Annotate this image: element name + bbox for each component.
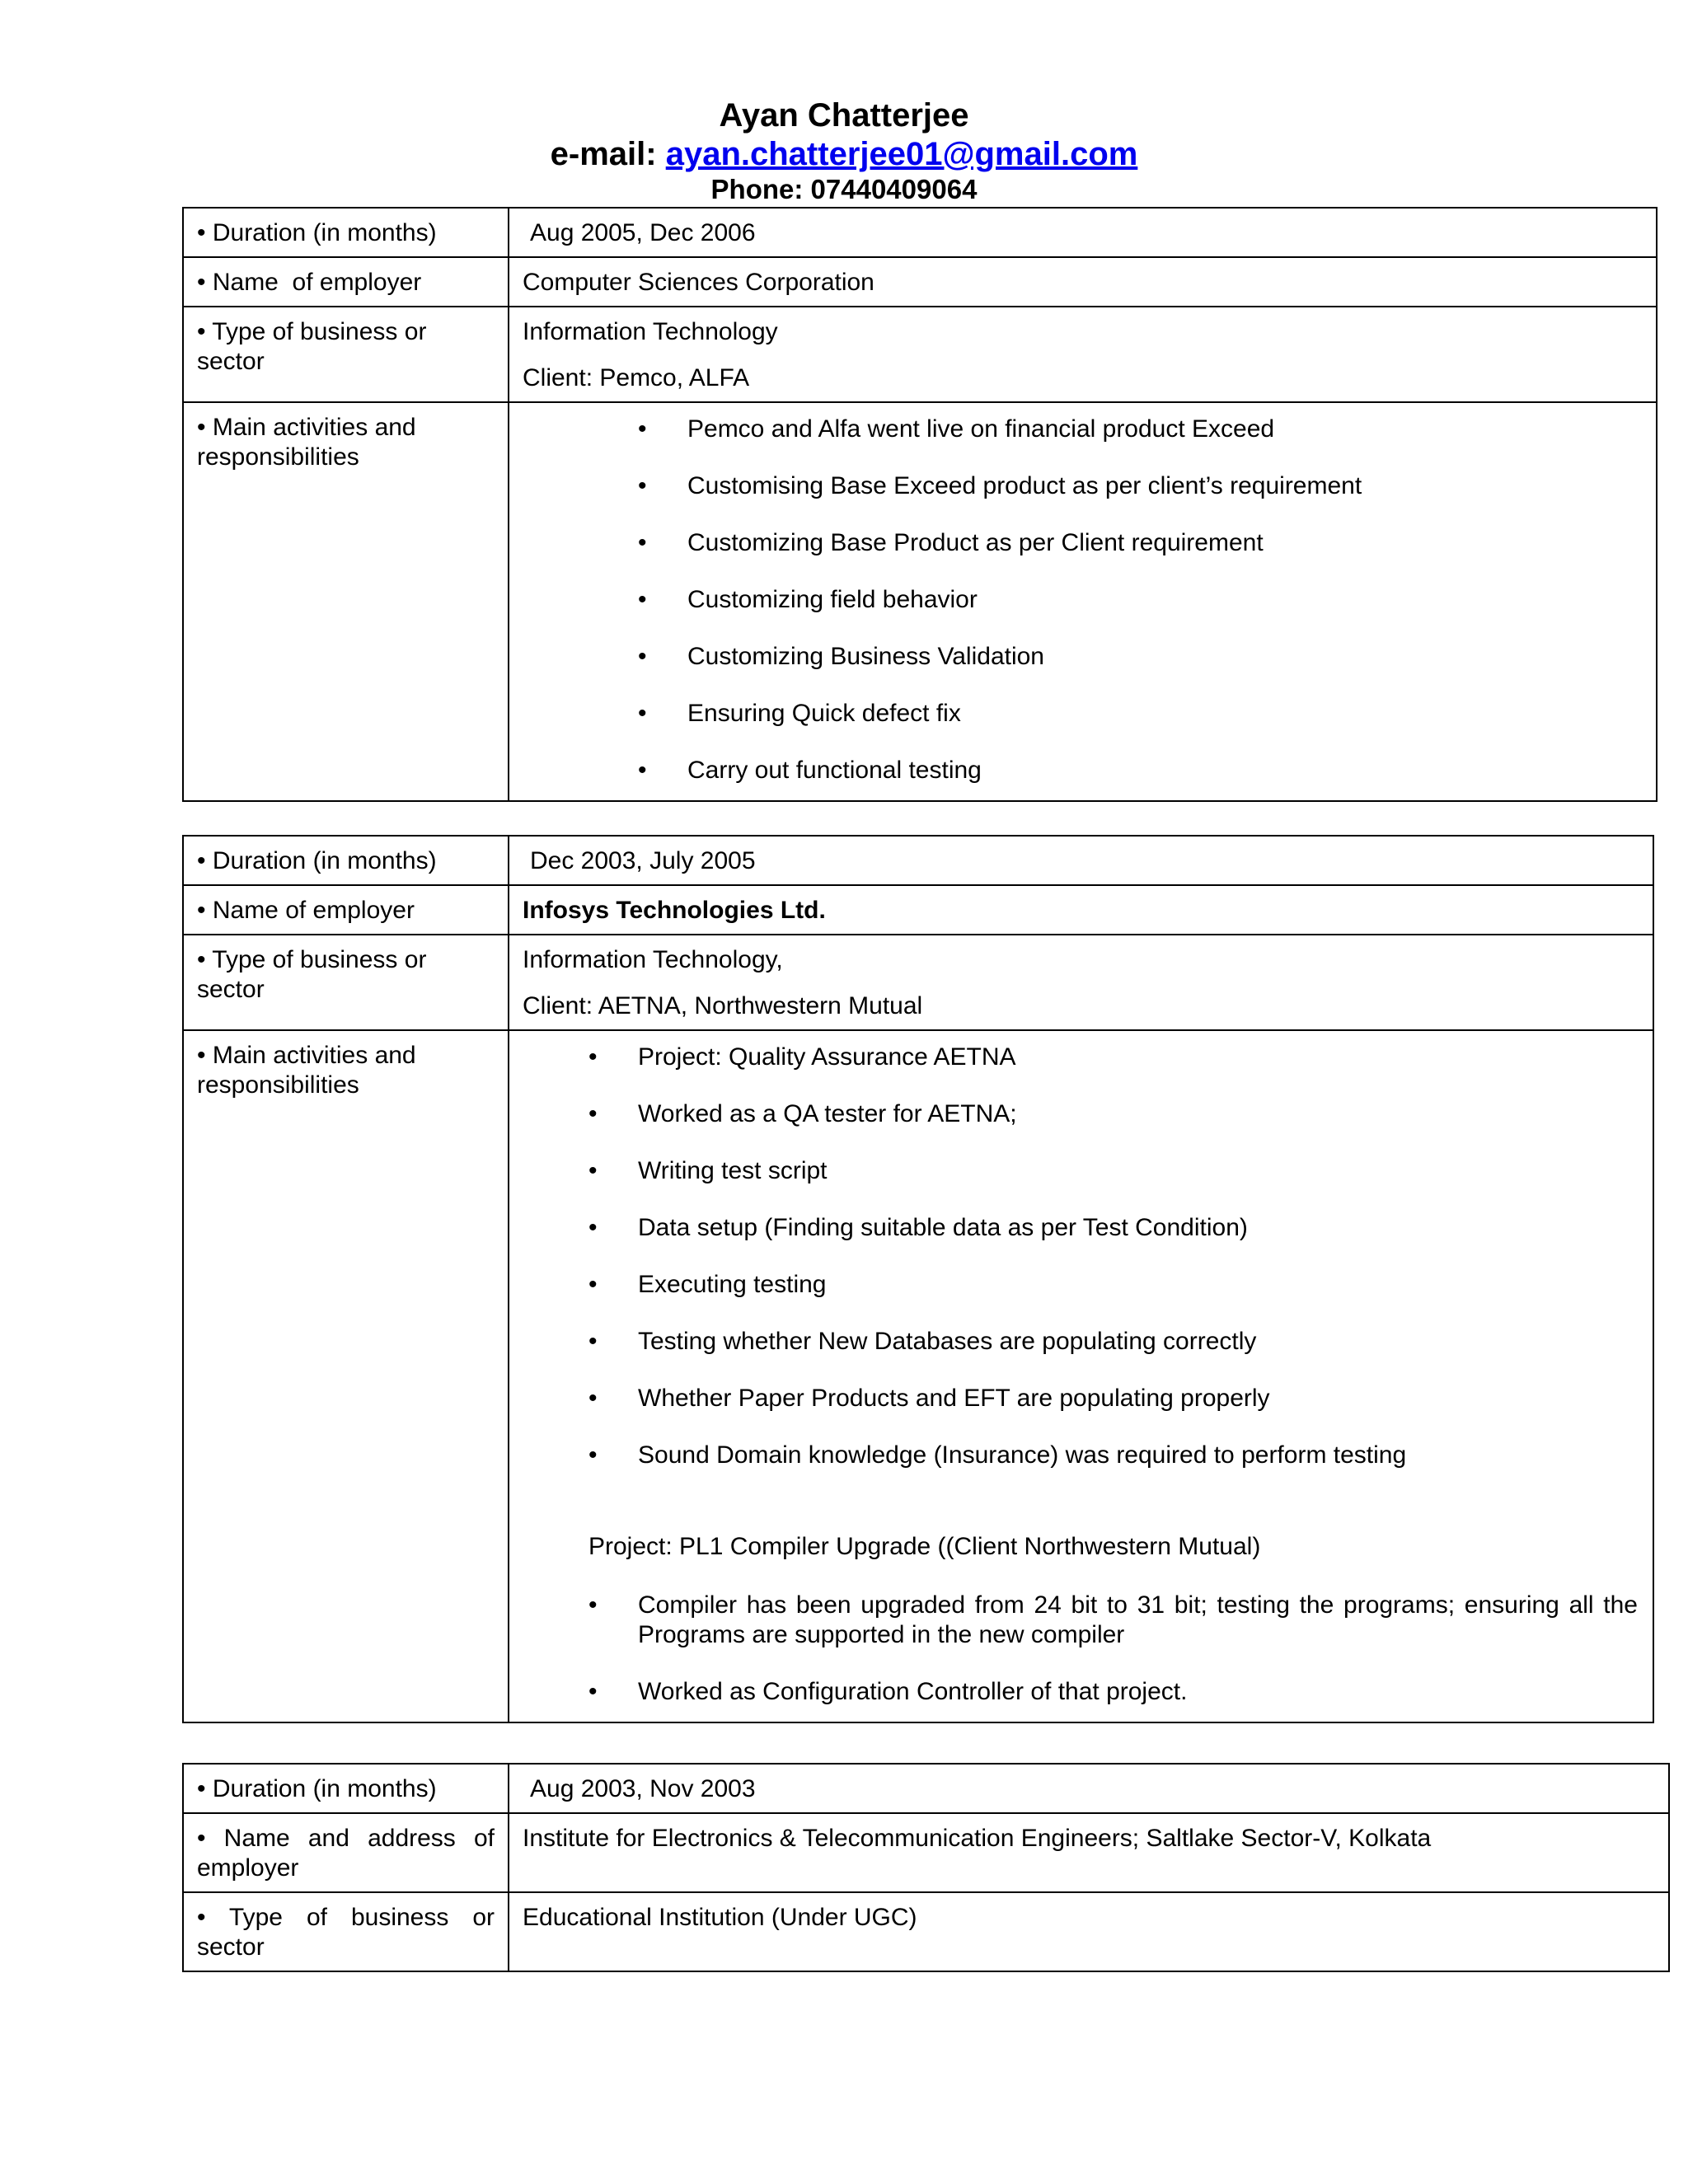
activities-list [523, 1041, 1638, 1470]
job-table-csc [182, 207, 1658, 802]
activities-value [509, 1030, 1653, 1722]
bullet-icon: • [638, 529, 647, 556]
duration-value: Aug 2005, Dec 2006 [509, 208, 1657, 257]
duration-label: • Duration (in months) [183, 1764, 509, 1813]
bullet-icon: • [588, 1214, 598, 1241]
employer-label: • Name and address of employer [183, 1813, 509, 1892]
business-label: • Type of business or sector [183, 1892, 509, 1971]
bullet-icon: • [638, 757, 647, 784]
list-item: • Testing whether New Databases are populating correctly [588, 1328, 1257, 1355]
employer-label: • Name of employer [183, 257, 509, 307]
employer-value: Infosys Technologies Ltd. [509, 885, 1653, 935]
table-row [183, 402, 1657, 801]
email-link[interactable]: ayan.chatterjee01@gmail.com [665, 136, 1138, 172]
table-row [183, 1030, 1653, 1722]
client-line: Client: AETNA, Northwestern Mutual [523, 992, 923, 1019]
list-item: • Customizing field behavior [638, 586, 978, 613]
list-item: • Pemco and Alfa went live on financial product Exceed [638, 415, 1275, 443]
list-item: • Writing test script [588, 1157, 828, 1184]
bullet-icon: • [588, 1271, 598, 1298]
bullet-icon: • [588, 1678, 598, 1705]
email-label: e-mail: [550, 136, 666, 172]
list-item: • Data setup (Finding suitable data as per Test Condition) [588, 1214, 1248, 1241]
business-value [509, 307, 1657, 402]
bullet-icon: • [638, 472, 647, 499]
table-row [183, 885, 1653, 935]
bullet-icon: • [588, 1043, 598, 1071]
activities-label: • Main activities and responsibilities [183, 1030, 509, 1722]
list-item: • Customizing Business Validation [638, 643, 1044, 670]
table-row [183, 1764, 1669, 1813]
bullet-icon: • [588, 1157, 598, 1184]
activities-label: • Main activities and responsibilities [183, 402, 509, 801]
list-item: • Whether Paper Products and EFT are populating properly [588, 1385, 1270, 1412]
list-item: • Ensuring Quick defect fix [638, 700, 961, 727]
project-title: Project: PL1 Compiler Upgrade ((Client Northwestern Mutual) [588, 1533, 1261, 1560]
list-item: • Carry out functional testing [638, 757, 982, 784]
activities-value [509, 402, 1657, 801]
list-item: • Worked as Configuration Controller of that project. [588, 1678, 1188, 1705]
email-line [0, 135, 1688, 173]
duration-label: • Duration (in months) [183, 836, 509, 885]
list-item: • Customizing Base Product as per Client requirement [638, 529, 1264, 556]
bullet-icon: • [588, 1441, 598, 1469]
list-item: • Compiler has been upgraded from 24 bit to 31 bit; testing the programs; ensuring all the Programs are supported in the new compiler [588, 1591, 1638, 1648]
client-line: Client: Pemco, ALFA [523, 364, 750, 391]
employer-value: Computer Sciences Corporation [509, 257, 1657, 307]
duration-label: • Duration (in months) [183, 208, 509, 257]
list-item: • Project: Quality Assurance AETNA [588, 1043, 1016, 1071]
bullet-icon: • [588, 1328, 598, 1355]
table-row [183, 257, 1657, 307]
table-row [183, 1892, 1669, 1971]
resume-header [0, 96, 1688, 206]
business-label: • Type of business or sector [183, 307, 509, 402]
duration-value: Dec 2003, July 2005 [509, 836, 1653, 885]
table-row [183, 1813, 1669, 1892]
job-table-infosys [182, 835, 1654, 1723]
bullet-icon: • [638, 586, 647, 613]
duration-value: Aug 2003, Nov 2003 [509, 1764, 1669, 1813]
employer-value: Institute for Electronics & Telecommunication Engineers; Saltlake Sector-V, Kolkata [509, 1813, 1669, 1892]
list-item: • Customising Base Exceed product as per client’s requirement [638, 472, 1362, 499]
table-row [183, 208, 1657, 257]
employer-label: • Name of employer [183, 885, 509, 935]
business-line: Information Technology, [523, 946, 783, 973]
business-value: Educational Institution (Under UGC) [509, 1892, 1669, 1971]
bullet-icon: • [638, 415, 647, 443]
table-row [183, 935, 1653, 1030]
business-label: • Type of business or sector [183, 935, 509, 1030]
table-row [183, 836, 1653, 885]
bullet-icon: • [638, 700, 647, 727]
business-line: Information Technology [523, 318, 778, 345]
activities-list [523, 413, 1643, 785]
candidate-name: Ayan Chatterjee [719, 97, 969, 134]
bullet-icon: • [588, 1385, 598, 1412]
phone-line: Phone: 07440409064 [710, 174, 978, 204]
business-value [509, 935, 1653, 1030]
job-table-iete [182, 1763, 1670, 1972]
list-item: • Executing testing [588, 1271, 827, 1298]
bullet-icon: • [588, 1100, 598, 1127]
table-row [183, 307, 1657, 402]
list-item: • Sound Domain knowledge (Insurance) was required to perform testing [588, 1441, 1407, 1469]
project-activities-list [523, 1589, 1638, 1707]
list-item: • Worked as a QA tester for AETNA; [588, 1100, 1017, 1127]
bullet-icon: • [638, 643, 647, 670]
bullet-icon: • [588, 1591, 598, 1619]
